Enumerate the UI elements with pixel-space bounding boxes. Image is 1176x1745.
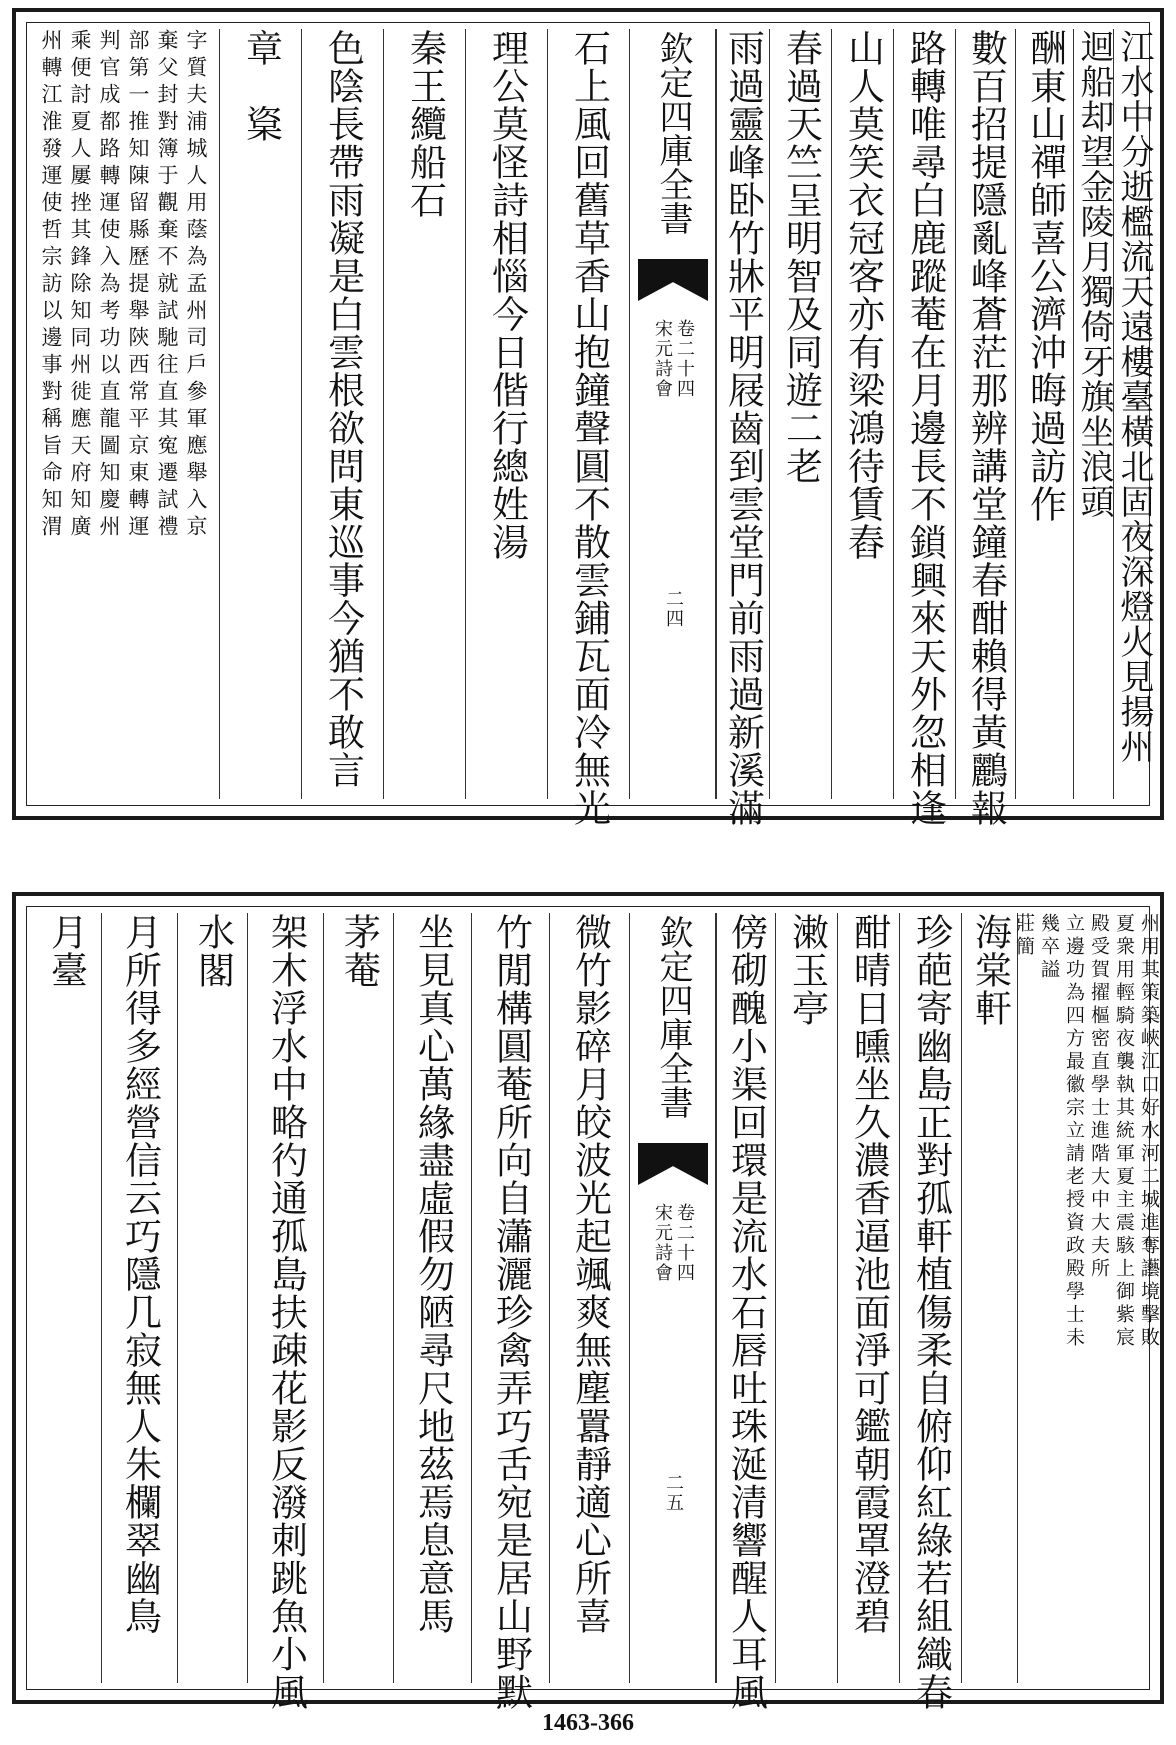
note-column: 立邊功為四方最徽宗立請老授資政殿學士未 [1063, 913, 1085, 1350]
gutter-book: 宋元詩會 [652, 319, 673, 399]
gutter-folio: 二四 [663, 589, 684, 629]
page-reference: 1463-366 [542, 1710, 634, 1736]
bottom-note-columns [1014, 913, 1158, 1683]
fish-tail-mark [638, 259, 708, 301]
gutter-book-info [630, 319, 716, 399]
gutter-volume: 卷二十四 [674, 319, 695, 399]
note-column: 幾卒謚 [1038, 913, 1060, 982]
note-column: 州用其策築峽江口好水河二城進奪讛境擊敗 [1138, 913, 1160, 1350]
note-column: 殿受賀擢樞密直學士進階大中大夫所 [1088, 913, 1110, 1281]
poem-column: 微竹影碎月皎波光起颯爽無塵囂靜適心所喜 [549, 913, 630, 1683]
poem-title: 海棠軒 [961, 913, 1018, 1683]
top-note-columns [40, 29, 206, 799]
poem-column: 江水中分逝檻流天遠樓臺橫北固夜深燈火見揚州 [1113, 29, 1154, 799]
gutter-book-info [630, 1203, 716, 1283]
poem-column: 路轉唯尋白鹿蹤菴在月邊長不鎖興來天外忽相逢 [893, 29, 956, 799]
note-column: 判官成都路轉運使入為考功以直龍圖知慶州 [97, 29, 121, 542]
poem-column: 架木浮水中略彴通孤島扶疎花影反潑刺跳魚小風 [247, 913, 324, 1683]
note-column: 部第一推知陳留縣歷提舉陝西常平京東轉運 [126, 29, 150, 542]
poem-title: 水閣 [177, 913, 248, 1683]
bottom-page [12, 892, 1164, 1711]
poem-column: 色陰長帶雨凝是白雲根欲問東巡事今猶不敢言 [301, 29, 384, 799]
poem-column: 酣晴日曛坐久濃香逼池面淨可鑑朝霞罩澄碧 [837, 913, 900, 1683]
bottom-page-frame [26, 906, 1160, 1711]
poem-title: 春過天竺呈明智及同遊二老 [769, 29, 832, 799]
bottom-note-block [1013, 913, 1160, 1683]
gutter-title: 欽定四庫全書 [653, 915, 693, 1119]
poem-column: 雨過靈峰卧竹牀平明屐齒到雲堂門前雨過新溪滿 [715, 29, 770, 799]
note-column: 乘便討夏人屢挫其鋒除知同州徙應天府知廣 [68, 29, 92, 542]
poem-column: 月所得多經營信云巧隱几寂無人朱欄翠幽鳥 [101, 913, 178, 1683]
poem-column: 坐見真心萬緣盡虛假勿陋尋尺地茲焉息意馬 [393, 913, 472, 1683]
poem-column: 理公莫怪詩相惱今日偕行總姓湯 [465, 29, 548, 799]
poem-column: 竹閒構圓菴所向自瀟灑珍禽弄巧舌宛是居山野默 [471, 913, 550, 1683]
poem-column: 傍砌醜小渠回環是流水石唇吐珠涎清響醒人耳風 [715, 913, 776, 1683]
poem-title: 月臺 [44, 913, 88, 989]
note-column: 夏衆用輕騎夜襲執其統軍夏主震駭上御紫宸 [1113, 913, 1135, 1350]
poem-column: 珍葩寄幽島正對孤軒植傷柔自俯仰紅綠若組織春 [899, 913, 962, 1683]
poem-title: 秦王纜船石 [383, 29, 466, 799]
poem-title: 酬東山禪師喜公濟沖晦過訪作 [1015, 29, 1074, 799]
author-heading: 章 楶 [219, 29, 302, 799]
poem-column: 山人莫笑衣冠客亦有梁鴻待賃舂 [831, 29, 894, 799]
gutter-folio: 二五 [663, 1473, 684, 1513]
poem-column: 數百招提隱亂峰蒼茫那辨講堂鐘春酣賴得黃鸝報 [955, 29, 1016, 799]
gutter-book: 宋元詩會 [652, 1203, 673, 1283]
poem-title: 茅菴 [323, 913, 394, 1683]
note-column: 棄父封對簿于觀棄不就試馳往直其寃遷試禮 [155, 29, 179, 542]
poem-column: 石上風回舊草香山抱鐘聲圓不散雲鋪瓦面冷無光 [547, 29, 630, 799]
note-column: 州轉江淮發運使哲宗訪以邊事對稱旨命知渭 [39, 29, 63, 542]
gutter-title: 欽定四庫全書 [653, 31, 693, 235]
center-gutter [629, 913, 717, 1683]
note-column: 字質夫浦城人用蔭為孟州司戶參軍應舉入京 [184, 29, 208, 542]
note-column: 莊簡 [1013, 913, 1035, 959]
top-page [12, 8, 1164, 827]
gutter-volume: 卷二十四 [674, 1203, 695, 1283]
center-gutter [629, 29, 717, 799]
fish-tail-mark [638, 1143, 708, 1185]
poem-column: 迴船却望金陵月獨倚牙旗坐浪頭 [1073, 29, 1114, 799]
top-note-block [31, 29, 215, 799]
top-page-frame [26, 22, 1154, 827]
poem-title: 潄玉亭 [775, 913, 838, 1683]
